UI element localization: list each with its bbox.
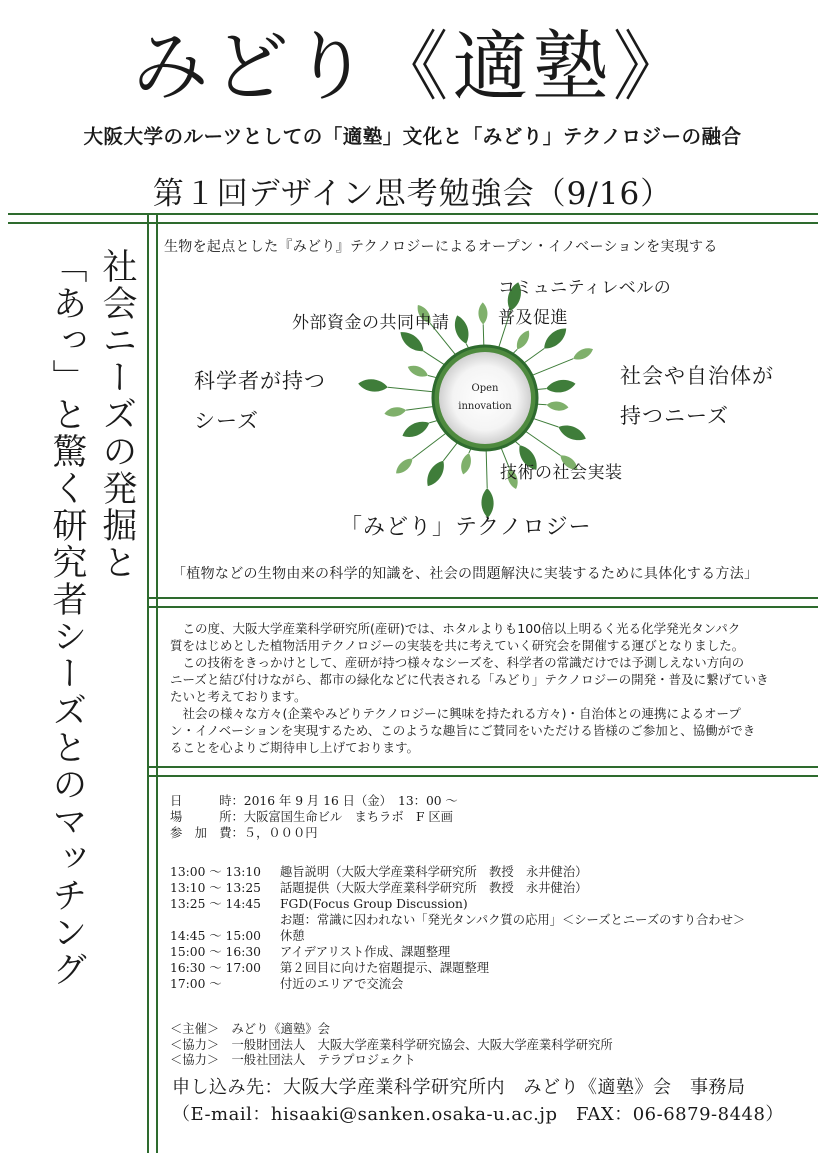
leaf-icon bbox=[540, 324, 570, 353]
leaf-stem bbox=[423, 351, 446, 366]
schedule-time: 13:25 ～ 14:45 bbox=[170, 897, 261, 911]
poster-title: みどり《適塾》 bbox=[132, 22, 693, 111]
center-label-open: Open bbox=[471, 383, 499, 394]
schedule-time: 13:00 ～ 13:10 bbox=[170, 865, 261, 879]
divider-mid-2 bbox=[148, 606, 818, 608]
schedule-row bbox=[170, 896, 745, 912]
label-needs-1: 社会や自治体が bbox=[620, 364, 774, 388]
schedule-item: 話題提供（大阪大学産業科学研究所 教授 永井健治） bbox=[280, 881, 588, 895]
description-line: ン・イノベーションを実現するため、このような趣旨にご賛同をいただける皆様のご参加と、協働ができ bbox=[170, 723, 756, 738]
event-fee: 参 加 費：５，０００円 bbox=[170, 826, 318, 840]
leaf-icon bbox=[451, 314, 472, 346]
description-line: 質をはじめとした植物活用テクノロジーの実装を共に考えていく研究会を開催する運びとなりました。 bbox=[170, 638, 745, 653]
schedule-item: FGD(Focus Group Discussion) bbox=[280, 897, 468, 911]
schedule-time: 14:45 ～ 15:00 bbox=[170, 929, 261, 943]
method-quote: 「植物などの生物由来の科学的知識を、社会の問題解決に実装するために具体化する方法」 bbox=[172, 566, 759, 582]
organizer-coop-1: ＜協力＞ 一般財団法人 大阪大学産業科学研究協会、大阪大学産業科学研究所 bbox=[170, 1037, 613, 1052]
leaf-icon bbox=[459, 452, 473, 476]
leaf-stem bbox=[388, 387, 436, 392]
divider-mid-1 bbox=[148, 597, 818, 599]
description-line: 社会の様々な方々(企業やみどりテクノロジーに興味を持たれる方々)・自治体との連携によるオープ bbox=[170, 706, 741, 721]
open-innovation-diagram bbox=[340, 262, 630, 522]
leaf-stem bbox=[483, 324, 484, 348]
leaf-icon bbox=[545, 378, 576, 395]
leaf-stem bbox=[412, 432, 448, 459]
poster-subtitle: 大阪大学のルーツとしての「適塾」文化と「みどり」テクノロジーの融合 bbox=[83, 125, 742, 148]
description-line: たいと考えております。 bbox=[170, 689, 307, 704]
schedule-item: 趣旨説明（大阪大学産業科学研究所 教授 永井健治） bbox=[280, 865, 588, 879]
schedule-item: 休憩 bbox=[280, 929, 305, 943]
schedule-time: 17:00 ～ bbox=[170, 977, 222, 991]
contact bbox=[172, 1074, 784, 1128]
schedule-row bbox=[170, 960, 745, 976]
label-needs-2: 持つニーズ bbox=[620, 404, 729, 428]
description-line: この技術をきっかけとして、産研が持つ様々なシーズを、科学者の常識だけでは予測しえない方向の bbox=[170, 655, 745, 670]
leaf-icon bbox=[393, 455, 415, 476]
label-community-2: 普及促進 bbox=[498, 308, 568, 328]
schedule-time: 13:10 ～ 13:25 bbox=[170, 881, 261, 895]
description-line: ることを心よりご期待申し上げております。 bbox=[170, 740, 420, 755]
schedule-item: お題：常識に囚われない「発光タンパク質の応用」＜シーズとニーズのすり合わせ＞ bbox=[280, 913, 746, 927]
divider-top-2 bbox=[8, 222, 818, 224]
side-text-needs: 社会ニーズの発掘と bbox=[97, 248, 137, 581]
leaf-icon bbox=[513, 328, 532, 351]
side-text-matching: 「あっ」と驚く研究者シーズとのマッチング bbox=[47, 248, 87, 988]
schedule-row bbox=[170, 944, 745, 960]
leaf-icon bbox=[478, 302, 487, 324]
schedule-list bbox=[170, 864, 745, 992]
event-details bbox=[170, 793, 745, 992]
event-heading: 第１回デザイン思考勉強会（9/16） bbox=[152, 176, 673, 212]
vertical-rule-1 bbox=[147, 213, 149, 1153]
label-seeds-1: 科学者が持つ bbox=[194, 369, 326, 393]
divider-top-1 bbox=[8, 213, 818, 215]
label-seeds-2: シーズ bbox=[194, 409, 259, 433]
organizers bbox=[170, 1022, 613, 1069]
event-date: 日 時：2016 年 9 月 16 日（金） 13：00 ～ bbox=[170, 794, 458, 808]
leaf-icon bbox=[357, 378, 388, 394]
schedule-row bbox=[170, 928, 745, 944]
description-line: ニーズと結び付けながら、都市の緑化などに代表される「みどり」テクノロジーの開発・普及に繋げていき bbox=[170, 672, 769, 687]
leaf-stem bbox=[530, 359, 573, 377]
label-implementation: 技術の社会実装 bbox=[500, 463, 623, 483]
label-community-1: コミュニティレベルの bbox=[498, 278, 672, 298]
schedule-row bbox=[170, 864, 745, 880]
leaf-stem bbox=[486, 448, 487, 488]
schedule-item: アイデアリスト作成、課題整理 bbox=[280, 945, 451, 959]
leaf-icon bbox=[571, 345, 595, 363]
event-place: 場 所：大阪富国生命ビル まちラボ F 区画 bbox=[170, 810, 453, 824]
divider-mid-4 bbox=[148, 775, 818, 777]
open-innovation-ring-icon bbox=[433, 346, 537, 450]
schedule-time: 15:00 ～ 16:30 bbox=[170, 945, 261, 959]
center-label-innovation: innovation bbox=[458, 401, 512, 412]
leaf-stem bbox=[531, 418, 559, 427]
divider-mid-3 bbox=[148, 766, 818, 768]
contact-office: 申し込み先：大阪大学産業科学研究所内 みどり《適塾》会 事務局 bbox=[172, 1077, 746, 1098]
diagram-intro: 生物を起点とした『みどり』テクノロジーによるオープン・イノベーションを実現する bbox=[164, 239, 718, 255]
schedule-time bbox=[170, 912, 280, 928]
midori-technology-label: 「みどり」テクノロジー bbox=[340, 515, 592, 540]
vertical-rule-2 bbox=[156, 213, 158, 1153]
schedule-row bbox=[170, 912, 745, 928]
description-line: この度、大阪大学産業科学研究所(産研)では、ホタルよりも100倍以上明るく光る化学発光タンパク bbox=[170, 621, 741, 636]
schedule-row bbox=[170, 976, 745, 992]
organizer-host: ＜主催＞ みどり《適塾》会 bbox=[170, 1022, 330, 1036]
schedule-row bbox=[170, 880, 745, 896]
leaf-stem bbox=[443, 441, 459, 461]
schedule-item: 付近のエリアで交流会 bbox=[280, 977, 404, 991]
leaf-icon bbox=[400, 417, 432, 441]
organizer-coop-2: ＜協力＞ 一般社団法人 テラプロジェクト bbox=[170, 1053, 416, 1067]
schedule-time: 16:30 ～ 17:00 bbox=[170, 961, 261, 975]
description bbox=[170, 620, 800, 756]
leaf-icon bbox=[556, 421, 588, 444]
contact-email-fax: （E-mail：hisaaki@sanken.osaka-u.ac.jp FAX：06-6879-8448） bbox=[172, 1104, 784, 1125]
leaf-icon bbox=[384, 406, 407, 419]
leaf-icon bbox=[423, 458, 449, 490]
leaf-icon bbox=[546, 400, 569, 412]
leaf-stem bbox=[522, 349, 544, 365]
label-funding: 外部資金の共同申請 bbox=[292, 313, 450, 333]
leaf-stem bbox=[406, 406, 436, 410]
schedule-item: 第２回目に向けた宿題提示、課題整理 bbox=[280, 961, 490, 975]
leaf-icon bbox=[406, 363, 430, 380]
